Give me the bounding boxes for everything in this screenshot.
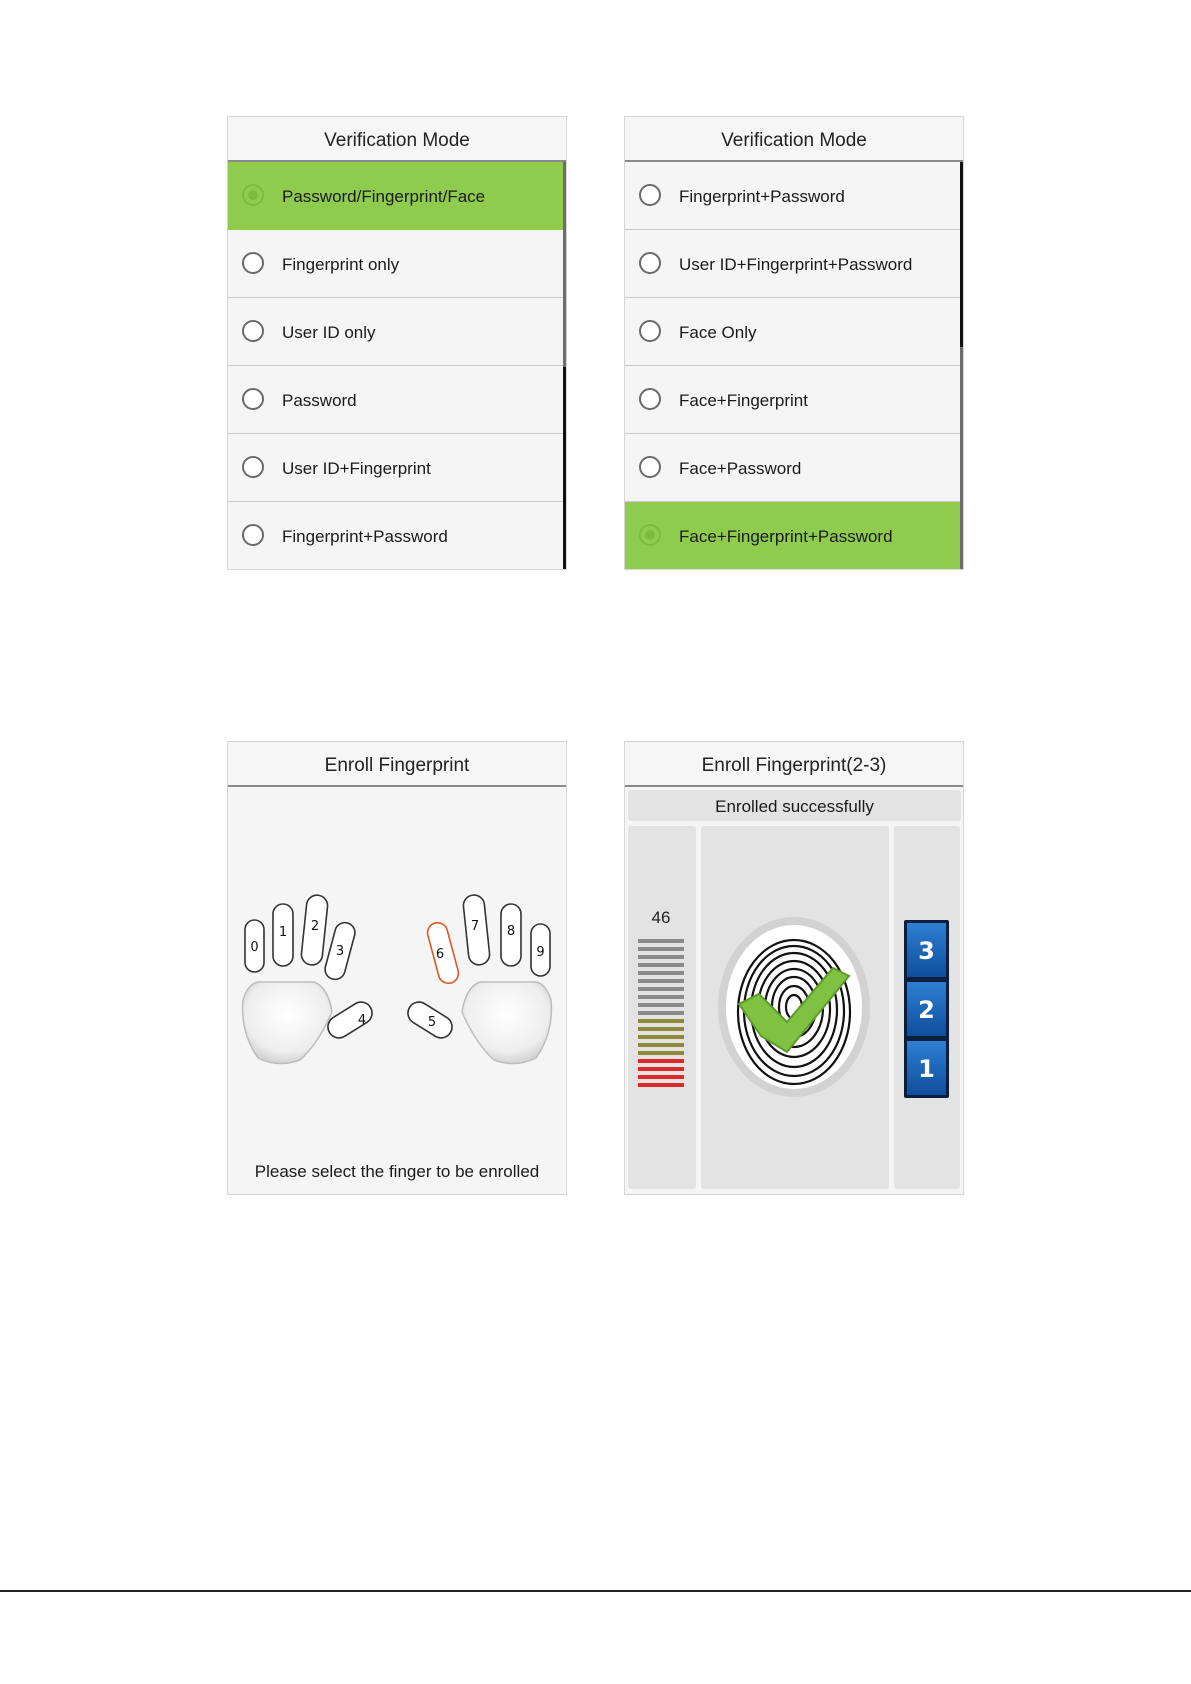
scrollbar-thumb[interactable] bbox=[960, 162, 963, 347]
radio-icon[interactable] bbox=[639, 456, 661, 478]
step-indicator bbox=[904, 920, 949, 1098]
scrollbar-thumb[interactable] bbox=[563, 367, 566, 570]
quality-meter-segment bbox=[638, 1019, 684, 1023]
enroll-hint: Please select the finger to be enrolled bbox=[254, 1162, 540, 1181]
finger-label: 2 bbox=[310, 919, 320, 934]
finger-7-button[interactable] bbox=[462, 894, 490, 966]
quality-meter-segment bbox=[638, 1035, 684, 1039]
quality-meter-segment bbox=[638, 1051, 684, 1055]
finger-1-button[interactable] bbox=[273, 904, 293, 966]
quality-meter-segment bbox=[638, 1083, 684, 1087]
radio-icon[interactable] bbox=[242, 524, 264, 546]
option-label: Fingerprint only bbox=[282, 255, 400, 274]
option-label: Face Only bbox=[679, 323, 757, 342]
option-fingerprint-password[interactable] bbox=[228, 502, 565, 570]
step-3-icon: 3 bbox=[907, 923, 946, 977]
radio-icon[interactable] bbox=[242, 252, 264, 274]
finger-9-button[interactable] bbox=[531, 924, 550, 976]
option-user-id-only[interactable] bbox=[228, 298, 565, 366]
radio-selected-icon[interactable] bbox=[242, 184, 264, 206]
radio-icon[interactable] bbox=[639, 320, 661, 342]
screen-title: Enroll Fingerprint(2-3) bbox=[625, 742, 963, 787]
option-label: User ID+Fingerprint+Password bbox=[679, 255, 913, 274]
screen-title: Verification Mode bbox=[625, 117, 963, 162]
option-label: Face+Fingerprint+Password bbox=[679, 527, 893, 546]
option-face-fingerprint[interactable] bbox=[625, 366, 962, 434]
option-fingerprint-only[interactable] bbox=[228, 230, 565, 298]
fingerprint-image-panel bbox=[701, 826, 889, 1189]
option-password-fingerprint-face[interactable] bbox=[228, 162, 565, 230]
option-label: Password bbox=[282, 391, 357, 410]
option-fingerprint-password[interactable] bbox=[625, 162, 962, 230]
step-1-icon: 1 bbox=[907, 1041, 946, 1095]
finger-label: 5 bbox=[427, 1015, 437, 1030]
left-palm-icon bbox=[243, 982, 332, 1064]
screen-title: Enroll Fingerprint bbox=[228, 742, 566, 787]
quality-meter-segment bbox=[638, 1067, 684, 1071]
finger-label: 9 bbox=[536, 945, 545, 960]
steps-panel bbox=[894, 826, 960, 1189]
verification-mode-screen-2 bbox=[624, 116, 964, 570]
option-label: Password/Fingerprint/Face bbox=[282, 187, 486, 206]
option-user-id-fingerprint[interactable] bbox=[228, 434, 565, 502]
verification-mode-list bbox=[228, 162, 565, 570]
finger-5-button[interactable] bbox=[404, 998, 456, 1042]
finger-label: 8 bbox=[506, 924, 516, 939]
quality-panel bbox=[628, 826, 696, 1189]
finger-label: 7 bbox=[470, 919, 480, 934]
quality-meter-segment bbox=[638, 979, 684, 983]
quality-meter-segment bbox=[638, 1003, 684, 1007]
page-divider bbox=[0, 1590, 1191, 1592]
radio-icon[interactable] bbox=[242, 388, 264, 410]
quality-meter-segment bbox=[638, 947, 684, 951]
option-label: User ID only bbox=[282, 323, 376, 342]
step-2-icon: 2 bbox=[907, 982, 946, 1036]
option-face-fingerprint-password[interactable] bbox=[625, 502, 962, 570]
option-face-password[interactable] bbox=[625, 434, 962, 502]
quality-meter-segment bbox=[638, 971, 684, 975]
quality-value: 46 bbox=[651, 908, 671, 927]
quality-meter-segment bbox=[638, 1043, 684, 1047]
quality-meter-segment bbox=[638, 955, 684, 959]
hands-diagram bbox=[228, 872, 566, 1092]
radio-icon[interactable] bbox=[242, 456, 264, 478]
finger-label: 6 bbox=[435, 947, 445, 962]
verification-mode-list bbox=[625, 162, 962, 570]
enroll-fingerprint-progress-screen bbox=[624, 741, 964, 1195]
option-label: Fingerprint+Password bbox=[282, 527, 448, 546]
finger-label: 3 bbox=[335, 944, 345, 959]
radio-selected-icon[interactable] bbox=[639, 524, 661, 546]
quality-meter-segment bbox=[638, 1059, 684, 1063]
quality-meter-segment bbox=[638, 1075, 684, 1079]
quality-meter-segment bbox=[638, 939, 684, 943]
radio-icon[interactable] bbox=[639, 388, 661, 410]
right-palm-icon bbox=[462, 982, 551, 1064]
finger-8-button[interactable] bbox=[501, 904, 521, 966]
quality-meter-segment bbox=[638, 987, 684, 991]
status-message: Enrolled successfully bbox=[628, 790, 961, 821]
option-password[interactable] bbox=[228, 366, 565, 434]
finger-6-button[interactable] bbox=[425, 920, 460, 985]
quality-meter-segment bbox=[638, 1027, 684, 1031]
finger-label: 4 bbox=[357, 1013, 367, 1028]
verification-mode-screen-1 bbox=[227, 116, 567, 570]
finger-label: 0 bbox=[250, 940, 259, 955]
option-label: User ID+Fingerprint bbox=[282, 459, 431, 478]
finger-label: 1 bbox=[278, 925, 288, 940]
finger-3-button[interactable] bbox=[323, 920, 357, 981]
radio-icon[interactable] bbox=[639, 252, 661, 274]
option-face-only[interactable] bbox=[625, 298, 962, 366]
radio-icon[interactable] bbox=[639, 184, 661, 206]
enroll-fingerprint-screen bbox=[227, 741, 567, 1195]
quality-meter-segment bbox=[638, 963, 684, 967]
screen-title: Verification Mode bbox=[228, 117, 566, 162]
option-user-id-fingerprint-password[interactable] bbox=[625, 230, 962, 298]
option-label: Face+Fingerprint bbox=[679, 391, 808, 410]
finger-4-button[interactable] bbox=[324, 998, 376, 1042]
fingerprint-success-icon bbox=[701, 826, 889, 1189]
finger-0-button[interactable] bbox=[245, 920, 264, 972]
option-label: Fingerprint+Password bbox=[679, 187, 845, 206]
quality-meter-segment bbox=[638, 1011, 684, 1015]
finger-2-button[interactable] bbox=[300, 894, 328, 966]
quality-meter-segment bbox=[638, 995, 684, 999]
radio-icon[interactable] bbox=[242, 320, 264, 342]
option-label: Face+Password bbox=[679, 459, 802, 478]
